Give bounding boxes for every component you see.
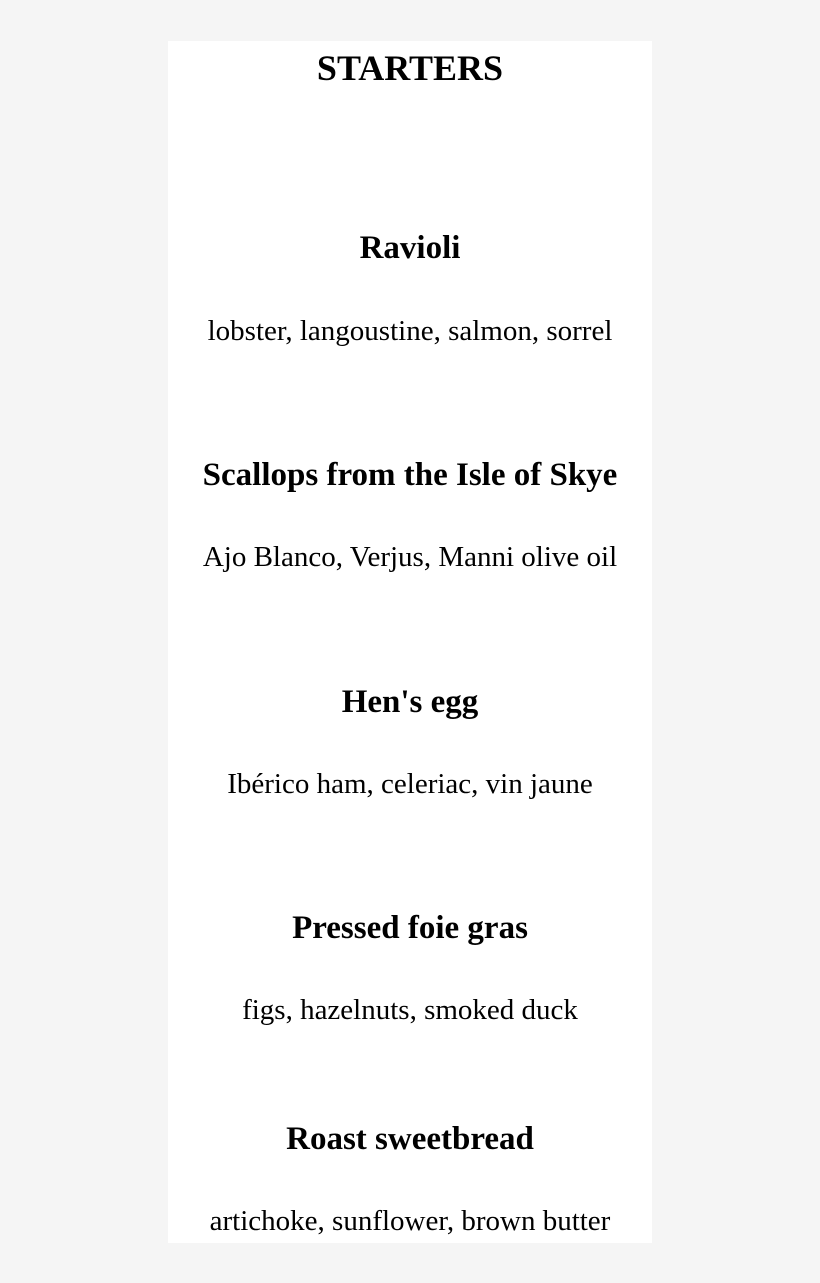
- dish-description: Ibérico ham, celeriac, vin jaune: [227, 768, 593, 800]
- dish-description: Ajo Blanco, Verjus, Manni olive oil: [202, 541, 618, 573]
- menu-panel: [168, 41, 652, 1243]
- section-title: STARTERS: [316, 48, 504, 88]
- dish-title: Pressed foie gras: [292, 910, 528, 946]
- dish-title: Roast sweetbread: [286, 1121, 534, 1157]
- dish-title: Scallops from the Isle of Skye: [202, 457, 618, 493]
- dish-description: artichoke, sunflower, brown butter: [209, 1205, 611, 1237]
- dish-title: Ravioli: [359, 230, 461, 266]
- dish-description: figs, hazelnuts, smoked duck: [242, 994, 578, 1026]
- dish-description: lobster, langoustine, salmon, sorrel: [207, 315, 613, 347]
- dish-title: Hen's egg: [341, 684, 479, 720]
